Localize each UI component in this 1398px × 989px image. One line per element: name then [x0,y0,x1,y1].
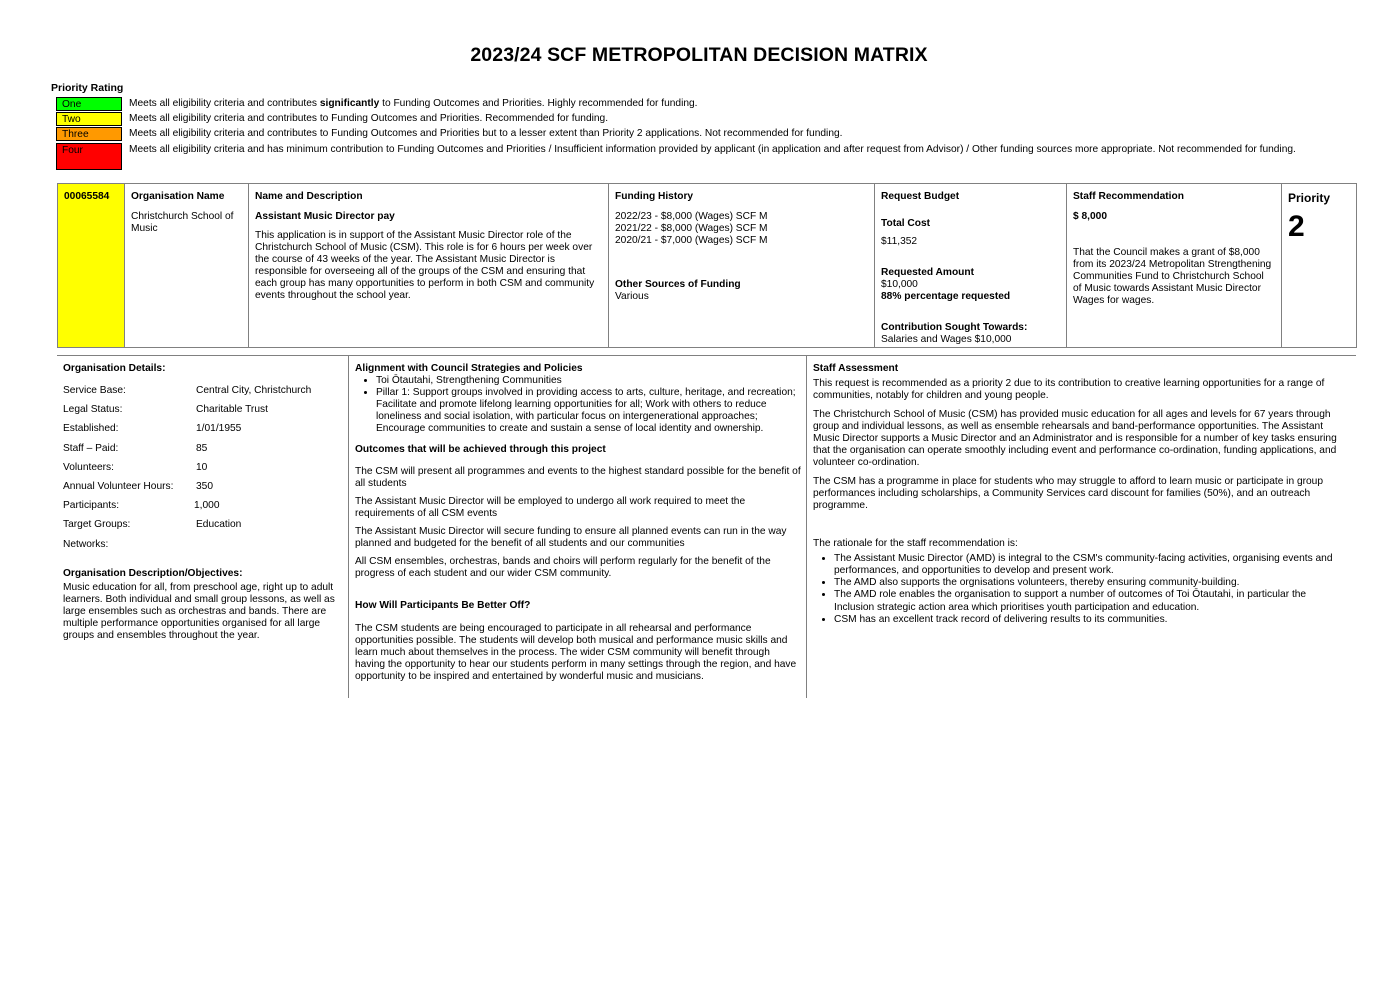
contribution-sought-value: Salaries and Wages $10,000 [881,334,1012,346]
percentage-requested: 88% percentage requested [881,291,1011,303]
priority-swatch-four: Four [56,143,122,170]
staff-recommendation-text: That the Council makes a grant of $8,000 from its 2023/24 Metropolitan Strengthening Communities Fund to Christchurch School of Music towards Assistant Music Director Wages for wages. [1073,247,1272,307]
detail-row-staff-paid: Staff – Paid: 85 [63,442,208,454]
priority-swatch-two: Two [56,112,122,126]
detail-row-legal-status: Legal Status: Charitable Trust [63,404,268,416]
funding-history-list [615,211,868,247]
priority-label: Priority [1288,191,1331,205]
funding-history-item: 2022/23 - $8,000 (Wages) SCF M [615,211,768,223]
priority-swatch-one: One [56,97,122,111]
detail-row-participants: Participants: 1,000 [63,500,220,512]
organisation-name-cell [125,184,249,348]
organisation-name: Christchurch School of Music [131,211,234,235]
outcome-item: The Assistant Music Director will secure funding to ensure all planned events can run in the way planned and budgeted for the benefit of all students and our communities [355,526,787,550]
column-divider [806,356,807,698]
alignment-heading: Alignment with Council Strategies and Policies [355,363,583,374]
funding-history-header: Funding History [615,191,694,202]
alignment-bullet: • Toi Ōtautahi, Strengthening Communities [376,375,801,387]
staff-assessment-heading: Staff Assessment [813,363,899,374]
organisation-description-heading: Organisation Description/Objectives: [63,567,243,579]
outcome-item: The CSM will present all programmes and events to the highest standard possible for the benefit of all students [355,466,801,490]
priority-swatch-three: Three [56,127,122,141]
requested-amount-value: $10,000 [881,279,918,291]
organisation-details-section [63,363,341,642]
section-divider [57,355,1356,356]
detail-row-established: Established: 1/01/1955 [63,423,242,435]
alignment-bullets [355,375,801,435]
better-off-text: The CSM students are being encouraged to participate in all rehearsal and performance opportunities possible. The students will develop both musical and performance music skills and learn much about themselves in the process. The wider CSM community will benefit through having the opportunity to hear our students perform in many settings through the region, and have opportunity to be inspired and entertained by wonderful music and musicians. [355,622,797,682]
application-id-cell [58,184,125,348]
priority-value: 2 [1288,210,1305,244]
priority-desc-four: Meets all eligibility criteria and has minimum contribution to Funding Outcomes and Priorities / Insufficient information provided by applicant (in application and after request from Advisor) / Other funding sources more appropriate. Not recommended for funding. [129,144,1296,155]
outcome-item: The Assistant Music Director will be employed to undergo all work required to meet the requirements of all CSM events [355,496,746,520]
staff-assessment-paragraph: This request is recommended as a priority 2 due to its contribution to creative learning opportunities for a range of communities, notably for children and young people. [813,378,1325,402]
document-title: 2023/24 SCF METROPOLITAN DECISION MATRIX [470,44,928,66]
other-sources-header: Other Sources of Funding [615,279,741,291]
detail-row-networks: Networks: [63,538,109,550]
staff-assessment-paragraph: The Christchurch School of Music (CSM) has provided music education for all ages and levels for 67 years through group and individual lessons, as well as ensemble rehearsals and band-performance opportunities. The Assistant Music Director supports a Music Director and an Administrator and is responsible for a number of key tasks ensuring that the organisation can operate smoothly including event and performance co-ordination, funding applications, and volunteer co-ordination. [813,409,1337,469]
other-sources-value: Various [615,291,649,303]
priority-legend-row-one [56,97,1316,112]
priority-legend-row-three [56,127,1316,143]
funding-history-item: 2021/22 - $8,000 (Wages) SCF M [615,223,768,235]
funding-history-cell [609,184,875,348]
rationale-bullet: • The Assistant Music Director (AMD) is integral to the CSM's community-facing activities, organising events and performances, and opportunities to develop and present work. [834,553,1349,577]
staff-recommendation-header: Staff Recommendation [1073,191,1184,202]
application-summary-table [57,183,1357,348]
priority-legend-row-four [56,143,1316,171]
outcomes-heading: Outcomes that will be achieved through this project [355,444,606,456]
rationale-bullet: • The AMD also supports the orgnisations volunteers, thereby ensuring community-building. [834,577,1349,589]
priority-desc-two: Meets all eligibility criteria and contributes to Funding Outcomes and Priorities. Recommended for funding. [129,113,609,124]
total-cost-label: Total Cost [881,218,931,230]
priority-desc-three: Meets all eligibility criteria and contributes to Funding Outcomes and Priorities but to a lesser extent than Priority 2 applications. Not recommended for funding. [129,128,843,139]
detail-row-volunteers: Volunteers: 10 [63,461,208,473]
name-description-cell [249,184,609,348]
alignment-bullet: • Pillar 1: Support groups involved in providing access to arts, culture, heritage, and recreation; Facilitate and promote lifelong learning opportunities for all; Work with others to reduce loneliness and social isolation, with particular focus on intergenerational approaches; Encourage communities to create and sustain a sense of local identity and ownership. [376,387,801,435]
organisation-description: Music education for all, from preschool age, right up to adult learners. Both individual and small group lessons, as well as large ensembles such as orchestras and bands. There are multiple performance opportunities organised for all large groups and ensembles throughout the year. [63,581,335,641]
detail-row-service-base: Service Base: Central City, Christchurch [63,385,312,397]
request-budget-cell [875,184,1067,348]
alignment-section [355,363,801,683]
outcome-item: All CSM ensembles, orchestras, bands and choirs will perform regularly for the benefit of the progress of each student and our wider CSM community. [355,556,771,580]
funding-history-item: 2020/21 - $7,000 (Wages) SCF M [615,235,768,247]
rationale-intro: The rationale for the staff recommendation is: [813,538,1018,550]
detail-row-target-groups: Target Groups: Education [63,519,242,531]
column-divider [348,356,349,698]
project-description: This application is in support of the Assistant Music Director role of the Christchurch School of Music (CSM). This role is for 6 hours per week over the course of 43 weeks of the year. The Assistant Music Director is responsible for overseeing all of the groups of the CSM and ensuring that each group has many opportunities to perform in both CSM and community events throughout the school year. [255,230,595,302]
staff-assessment-section [813,363,1349,626]
priority-legend [56,97,1316,171]
request-budget-header: Request Budget [881,191,960,202]
detail-row-volunteer-hours: Annual Volunteer Hours: 350 [63,480,213,492]
total-cost-value: $11,352 [881,236,918,248]
name-description-header: Name and Description [255,191,363,202]
organisation-name-header: Organisation Name [131,191,225,202]
organisation-details-heading: Organisation Details: [63,363,166,374]
priority-rating-heading: Priority Rating [51,82,124,94]
contribution-sought-label: Contribution Sought Towards: [881,322,1028,334]
staff-recommendation-amount: $ 8,000 [1073,211,1107,223]
rationale-bullets [813,553,1349,625]
rationale-bullet: • CSM has an excellent track record of delivering results to its communities. [834,614,1349,626]
staff-recommendation-cell [1067,184,1282,348]
project-name: Assistant Music Director pay [255,211,395,223]
rationale-bullet: • The AMD role enables the organisation to support a number of outcomes of Toi Ōtautahi, in particular the Inclusion strategic action area which prioritises youth participation and education. [834,589,1349,613]
requested-amount-label: Requested Amount [881,267,975,279]
application-id: 00065584 [64,191,110,202]
better-off-heading: How Will Participants Be Better Off? [355,600,531,612]
staff-assessment-paragraph: The CSM has a programme in place for students who may struggle to afford to learn music or participate in group performances including scholarships, a Community Services card discount for families (50%), and an outreach programme. [813,476,1324,512]
priority-desc-one: Meets all eligibility criteria and contributes significantly to Funding Outcomes and Priorities. Highly recommended for funding. [129,98,698,109]
priority-cell [1282,184,1357,348]
priority-legend-row-two [56,112,1316,127]
